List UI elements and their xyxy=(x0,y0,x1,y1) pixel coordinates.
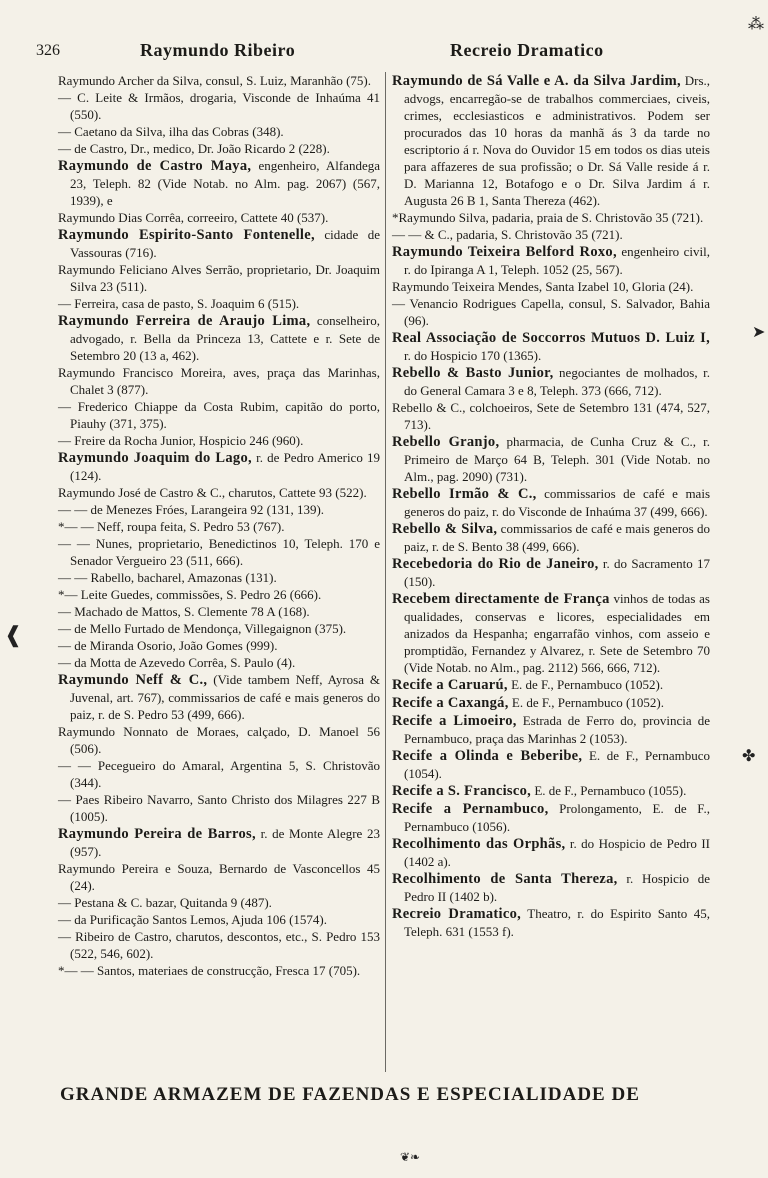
page-number: 326 xyxy=(36,42,60,59)
directory-entry xyxy=(58,586,380,603)
entry-heading: Recife a Caruarú, xyxy=(392,677,508,693)
entry-text: — Venancio Rodrigues Capella, consul, S. Salvador, Bahia (96). xyxy=(392,296,710,328)
entry-text: — da Purificação Santos Lemos, Ajuda 106 (1574). xyxy=(58,912,327,927)
margin-arrow-icon: ➤ xyxy=(752,324,766,341)
directory-entry xyxy=(58,226,380,261)
directory-entry xyxy=(392,835,710,870)
entry-heading: Rebello & Basto Junior, xyxy=(392,365,554,381)
directory-entry xyxy=(392,694,710,712)
entry-text: vinhos de todas as qualidades, conservas e licores, especialidades em anizados da Hespanha; engarrafão vinhos, com asseio e promptidão, Fernandez y Alvarez, r. Sete de Setembro 70 (Vide Notab. no Alm., pag. 2112) 566, 666, 712). xyxy=(404,591,710,675)
entry-text: pharmacia, de Cunha Cruz & C., r. Primeiro de Março 64 B, Teleph. 301 (Vide Notab. no Alm., pag. 2090) (731). xyxy=(404,434,710,484)
entry-text: — Frederico Chiappe da Costa Rubim, capitão do porto, Piauhy (371, 375). xyxy=(58,399,380,431)
directory-entry xyxy=(58,825,380,860)
entry-text: — de Miranda Osorio, João Gomes (999). xyxy=(58,638,278,653)
entry-text: r. do Hospicio 170 (1365). xyxy=(404,348,542,363)
entry-heading: Raymundo Ferreira de Araujo Lima, xyxy=(58,313,311,329)
entry-text: *— — Santos, materiaes de construcção, Fresca 17 (705). xyxy=(58,963,361,978)
directory-entry xyxy=(58,791,380,825)
entry-heading: Raymundo Teixeira Belford Roxo, xyxy=(392,244,617,260)
entry-text: Raymundo Francisco Moreira, aves, praça das Marinhas, Chalet 3 (877). xyxy=(58,365,380,397)
entry-text: r. do Hospicio de Pedro II (1402 a). xyxy=(404,836,711,869)
entry-heading: Raymundo Neff & C., xyxy=(58,672,208,688)
entry-text: — de Castro, Dr., medico, Dr. João Ricardo 2 (228). xyxy=(58,141,330,156)
directory-entry xyxy=(58,398,380,432)
entry-heading: Recreio Dramatico, xyxy=(392,906,522,922)
entry-text: *— Leite Guedes, commissões, S. Pedro 26 (666). xyxy=(58,587,322,602)
directory-entry xyxy=(58,432,380,449)
directory-entry xyxy=(58,72,380,89)
directory-entry xyxy=(58,501,380,518)
entry-text: Raymundo Teixeira Mendes, Santa Izabel 10, Gloria (24). xyxy=(392,279,694,294)
directory-entry xyxy=(58,860,380,894)
entry-text: — da Motta de Azevedo Corrêa, S. Paulo (4). xyxy=(58,655,296,670)
entry-text: — — Pecegueiro do Amaral, Argentina 5, S. Christovão (344). xyxy=(58,758,380,790)
entry-text: conselheiro, advogado, r. Bella da Princeza 13, Cattete e r. Sete de Setembro 20 (13 a, 462). xyxy=(70,313,380,363)
directory-entry xyxy=(58,928,380,962)
directory-entry xyxy=(392,72,710,209)
directory-entry xyxy=(58,757,380,791)
entry-text: Raymundo Dias Corrêa, correeiro, Cattete 40 (537). xyxy=(58,210,329,225)
entry-text: — Paes Ribeiro Navarro, Santo Christo dos Milagres 227 B (1005). xyxy=(58,792,380,824)
entry-heading: Raymundo de Sá Valle e A. da Silva Jardim, xyxy=(392,73,681,89)
entry-text: Raymundo José de Castro & C., charutos, Cattete 93 (522). xyxy=(58,485,367,500)
directory-entry xyxy=(58,261,380,295)
page-header xyxy=(0,40,768,66)
entry-text: r. de Monte Alegre 23 (957). xyxy=(70,826,380,859)
margin-flourish-icon: ✤ xyxy=(742,748,756,765)
entry-text: cidade de Vassouras (716). xyxy=(70,227,380,260)
directory-entry xyxy=(392,800,710,835)
entry-heading: Raymundo Joaquim do Lago, xyxy=(58,450,252,466)
entry-text: — Ribeiro de Castro, charutos, descontos, etc., S. Pedro 153 (522, 546, 602). xyxy=(58,929,380,961)
entry-text: — de Mello Furtado de Mendonça, Villegaignon (375). xyxy=(58,621,347,636)
directory-entry xyxy=(58,535,380,569)
directory-entry xyxy=(392,712,710,747)
entry-heading: Recife a Limoeiro, xyxy=(392,713,517,729)
entry-heading: Real Associação de Soccorros Mutuos D. Luiz I, xyxy=(392,330,710,346)
directory-entry xyxy=(392,520,710,555)
entry-text: E. de F., Pernambuco (1052). xyxy=(507,677,664,692)
directory-entry xyxy=(392,870,710,905)
entry-text: E. de F., Pernambuco (1052). xyxy=(508,695,664,710)
directory-entry xyxy=(392,329,710,364)
directory-entry xyxy=(58,449,380,484)
entry-text: — Caetano da Silva, ilha das Cobras (348). xyxy=(58,124,284,139)
directory-entry xyxy=(58,723,380,757)
entry-text: Raymundo Pereira e Souza, Bernardo de Vasconcellos 45 (24). xyxy=(58,861,380,893)
entry-heading: Recolhimento das Orphãs, xyxy=(392,836,566,852)
entry-heading: Recife a S. Francisco, xyxy=(392,783,532,799)
entry-text: r. de Pedro Americo 19 (124). xyxy=(70,450,380,483)
directory-entry xyxy=(58,312,380,364)
column-divider xyxy=(385,72,386,1072)
directory-entry xyxy=(58,671,380,723)
entry-heading: Recife a Caxangá, xyxy=(392,695,509,711)
directory-entry xyxy=(392,676,710,694)
directory-entry xyxy=(58,157,380,209)
entry-text: — Pestana & C. bazar, Quitanda 9 (487). xyxy=(58,895,272,910)
entry-text: E. de F., Pernambuco (1055). xyxy=(531,783,687,798)
entry-heading: Raymundo Espirito-Santo Fontenelle, xyxy=(58,227,315,243)
entry-text: engenheiro civil, r. do Ipiranga A 1, Teleph. 1052 (25, 567). xyxy=(404,244,711,277)
directory-entry xyxy=(392,364,710,399)
directory-entry xyxy=(58,364,380,398)
directory-entry xyxy=(392,590,710,676)
directory-entry xyxy=(58,637,380,654)
directory-entry xyxy=(392,782,710,800)
entry-text: — — Rabello, bacharel, Amazonas (131). xyxy=(58,570,277,585)
directory-entry xyxy=(58,484,380,501)
entry-text: negociantes de molhados, r. do General Camara 3 e 8, Teleph. 373 (666, 712). xyxy=(404,365,710,398)
directory-entry xyxy=(392,295,710,329)
directory-entry xyxy=(58,518,380,535)
directory-entry xyxy=(392,399,710,433)
directory-entry xyxy=(392,433,710,485)
directory-entry xyxy=(58,209,380,226)
entry-text: E. de F., Pernambuco (1054). xyxy=(404,748,710,781)
entry-text: commissarios de café e mais generos do paiz, r. de S. Bento 38 (499, 666). xyxy=(404,521,710,554)
directory-entry xyxy=(58,140,380,157)
directory-entry xyxy=(58,295,380,312)
entry-heading: Raymundo de Castro Maya, xyxy=(58,158,252,174)
advertisement-banner: GRANDE ARMAZEM DE FAZENDAS E ESPECIALIDADE DE xyxy=(60,1084,640,1105)
entry-heading: Recife a Pernambuco, xyxy=(392,801,549,817)
entry-text: Rebello & C., colchoeiros, Sete de Setembro 131 (474, 527, 713). xyxy=(392,400,710,432)
right-running-title: Recreio Dramatico xyxy=(450,40,604,60)
entry-text: Theatro, r. do Espirito Santo 45, Teleph. 631 (1553 f). xyxy=(404,906,710,939)
entry-text: (Vide tambem Neff, Ayrosa & Juvenal, art. 767), commissarios de café e mais generos do paiz, r. de S. Pedro 53 (499, 666). xyxy=(70,672,380,722)
entry-text: — Machado de Mattos, S. Clemente 78 A (168). xyxy=(58,604,310,619)
entry-heading: Rebello Granjo, xyxy=(392,434,500,450)
directory-entry xyxy=(58,89,380,123)
entry-heading: Recebem directamente de França xyxy=(392,591,610,607)
directory-entry xyxy=(392,485,710,520)
directory-entry xyxy=(58,603,380,620)
directory-entry xyxy=(58,911,380,928)
entry-text: commissarios de café e mais generos do paiz, r. do Visconde de Inhaúma 37 (499, 666). xyxy=(404,486,711,519)
directory-entry xyxy=(392,209,710,226)
directory-entry xyxy=(392,747,710,782)
directory-entry xyxy=(58,569,380,586)
entry-text: *— — Neff, roupa feita, S. Pedro 53 (767). xyxy=(58,519,285,534)
entry-text: Raymundo Nonnato de Moraes, calçado, D. Manoel 56 (506). xyxy=(58,724,380,756)
right-column xyxy=(392,72,710,940)
entry-text: *Raymundo Silva, padaria, praia de S. Christovão 35 (721). xyxy=(392,210,704,225)
entry-text: — — Nunes, proprietario, Benedictinos 10, Teleph. 170 e Senador Vergueiro 23 (511, 666). xyxy=(58,536,380,568)
directory-entry xyxy=(392,278,710,295)
directory-entry xyxy=(58,894,380,911)
corner-ornament-icon: ⁂ xyxy=(748,16,764,33)
entry-text: — — de Menezes Fróes, Larangeira 92 (131, 139). xyxy=(58,502,325,517)
entry-text: — Freire da Rocha Junior, Hospicio 246 (960). xyxy=(58,433,304,448)
left-column xyxy=(58,72,380,979)
entry-heading: Recebedoria do Rio de Janeiro, xyxy=(392,556,599,572)
entry-text: Prolongamento, E. de F., Pernambuco (1056). xyxy=(404,801,710,834)
directory-entry xyxy=(58,123,380,140)
left-running-title: Raymundo Ribeiro xyxy=(140,40,296,60)
entry-text: r. do Sacramento 17 (150). xyxy=(404,556,710,589)
directory-entry xyxy=(392,226,710,243)
entry-text: Raymundo Archer da Silva, consul, S. Luiz, Maranhão (75). xyxy=(58,73,372,88)
entry-heading: Recolhimento de Santa Thereza, xyxy=(392,871,618,887)
entry-heading: Rebello Irmão & C., xyxy=(392,486,537,502)
directory-entry xyxy=(58,620,380,637)
entry-text: — C. Leite & Irmãos, drogaria, Visconde de Inhaúma 41 (550). xyxy=(58,90,380,122)
directory-entry xyxy=(392,555,710,590)
directory-entry xyxy=(392,243,710,278)
directory-entry xyxy=(58,654,380,671)
entry-heading: Raymundo Pereira de Barros, xyxy=(58,826,256,842)
entry-text: — — & C., padaria, S. Christovão 35 (721). xyxy=(392,227,623,242)
entry-text: — Ferreira, casa de pasto, S. Joaquim 6 (515). xyxy=(58,296,300,311)
entry-text: engenheiro, Alfandega 23, Teleph. 82 (Vide Notab. no Alm. pag. 2067) (567, 1939), e xyxy=(70,158,380,208)
entry-text: Raymundo Feliciano Alves Serrão, proprietario, Dr. Joaquim Silva 23 (511). xyxy=(58,262,380,294)
directory-entry xyxy=(58,962,380,979)
entry-heading: Rebello & Silva, xyxy=(392,521,498,537)
margin-bracket-icon: ❰ xyxy=(4,622,23,647)
entry-text: Drs., advogs, encarregão-se de trabalhos commerciaes, civeis, crimes, ecclesiasticos e administrativos. Podem ser procurados das 10 horas da manhã ás 3 da tarde no escriptorio á r. Nova do Ouvidor 15 em todos os dias uteis para affazeres de sua profissão; o Dr. Sá Valle reside á r. D. Marianna 12, Botafogo e o Dr. Silva Jardim á r. Augusta 26 B 1, Santa Thereza (462). xyxy=(404,73,710,208)
entry-heading: Recife a Olinda e Beberibe, xyxy=(392,748,583,764)
entry-text: Estrada de Ferro do, provincia de Pernambuco, praça das Marinhas 2 (1053). xyxy=(404,713,711,746)
directory-entry xyxy=(392,905,710,940)
entry-text: r. Hospicio de Pedro II (1402 b). xyxy=(404,871,710,904)
bottom-ornament-icon: ❦❧ xyxy=(400,1150,421,1164)
